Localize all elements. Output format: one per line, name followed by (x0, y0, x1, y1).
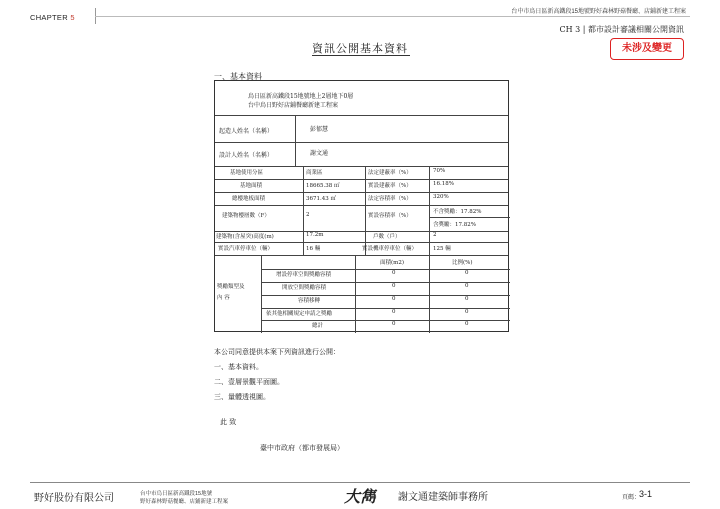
bonus-row-ratio: 0 (465, 270, 469, 276)
applicant-label: 起造人姓名（名稱） (219, 128, 274, 135)
height-label: 建築物(含屋突)高度(m) (216, 234, 274, 240)
bonus-row-area: 0 (392, 270, 396, 276)
project-name-line1: 烏日區新高鐵段15地號地上2層地下0層 (248, 93, 354, 100)
moto-parking-value: 125 輛 (433, 246, 451, 252)
applicant-value: 彭郁慧 (310, 126, 329, 133)
title-underline (312, 55, 410, 56)
list-item: 二、壹層景觀平面圖。 (214, 378, 284, 386)
units-value: 2 (433, 232, 437, 238)
designer-label: 設計人姓名（名稱） (219, 152, 274, 159)
site-area-value: 18665.38 ㎡ (306, 183, 340, 189)
list-item: 三、量體透視圖。 (214, 393, 270, 401)
chapter-number: 5 (70, 13, 75, 22)
site-area-label: 基地面積 (240, 183, 263, 189)
height-value: 17.2m (306, 232, 324, 238)
zoning-label: 基地使用分區 (230, 170, 264, 176)
bonus-total-name: 總計 (312, 323, 324, 329)
bonus-area-header: 面積(m2) (380, 260, 405, 266)
footer-rule (30, 482, 690, 483)
bonus-row-area: 0 (392, 296, 396, 302)
section-title: CH 3 | 都市設計審議相關公開資訊 (559, 25, 684, 34)
bcr-legal-label: 法定建蔽率（%） (368, 170, 412, 176)
consent-text: 本公司同意提供本案下列資訊進行公開： (214, 348, 340, 356)
far-actual-label: 實設容積率（%） (368, 213, 412, 219)
bonus-row-name: 開放空間獎勵容積 (282, 285, 327, 291)
chapter-word: CHAPTER (30, 13, 68, 22)
bonus-ratio-header: 比例(%) (452, 260, 473, 266)
far-with-bonus: 含獎勵：17.82% (433, 222, 476, 228)
project-name-line2: 台中烏日野好店鋪餐廳新建工程案 (248, 102, 339, 109)
info-table (214, 80, 509, 332)
moto-parking-label: 實設機車停車位（輛） (362, 246, 418, 252)
bcr-legal-value: 70% (433, 168, 446, 174)
project-title: 台中市烏日區新高鐵段15地號野好森林野菇餐廳、店鋪新建工程案 (511, 9, 686, 15)
floor-area-value: 3671.43 ㎡ (306, 196, 336, 202)
bonus-row-ratio: 0 (465, 296, 469, 302)
header-rule (95, 16, 690, 17)
bonus-type-label: 獎勵類型及 (217, 284, 245, 290)
far-legal-value: 320% (433, 194, 449, 200)
page-number: 3-1 (639, 489, 653, 499)
chapter-label (30, 13, 75, 22)
bonus-total-ratio: 0 (465, 321, 469, 327)
far-no-bonus: 不含獎勵：17.82% (433, 209, 482, 215)
bonus-row-area: 0 (392, 283, 396, 289)
bonus-row-ratio: 0 (465, 283, 469, 289)
closing: 此 致 (220, 418, 237, 426)
bonus-row-name: 依其他相關規定申請之獎勵 (266, 311, 333, 317)
architect-logo: 大雋 (344, 487, 377, 506)
recipient: 臺中市政府（都市發展局） (260, 444, 344, 452)
bonus-row-area: 0 (392, 309, 396, 315)
architect-name: 謝文通建築師事務所 (398, 492, 488, 503)
designer-value: 謝文通 (310, 150, 329, 157)
footer-address-line1: 台中市烏日區新高鐵段15地號 (140, 491, 213, 497)
bonus-type-label-2: 內 容 (217, 295, 230, 301)
far-legal-label: 法定容積率（%） (368, 196, 412, 202)
section-heading: 一、基本資料 (214, 72, 262, 81)
document-title: 資訊公開基本資料 (312, 42, 408, 55)
bcr-actual-label: 實設建蔽率（%） (368, 183, 412, 189)
company-name: 野好股份有限公司 (34, 493, 114, 504)
units-label: 戶數（戶） (373, 234, 401, 240)
bonus-row-name: 增設停車空間獎勵容積 (276, 272, 332, 278)
footer-address-line2: 野好森林野菇餐廳、店鋪新建工程案 (140, 499, 229, 505)
floors-label: 建築物樓層數（F） (222, 213, 270, 219)
bcr-actual-value: 16.18% (433, 181, 454, 187)
bonus-row-ratio: 0 (465, 309, 469, 315)
list-item: 一、基本資料。 (214, 363, 263, 371)
page-label: 頁碼： (622, 495, 641, 501)
car-parking-label: 實設汽車停車位（輛） (218, 246, 274, 252)
status-stamp: 未涉及變更 (610, 38, 684, 60)
floor-area-label: 總樓地板面積 (232, 196, 266, 202)
zoning-value: 商業區 (306, 170, 323, 176)
floors-value: 2 (306, 212, 310, 218)
car-parking-value: 16 輛 (306, 246, 321, 252)
bonus-row-name: 容積移轉 (298, 298, 321, 304)
bonus-total-area: 0 (392, 321, 396, 327)
